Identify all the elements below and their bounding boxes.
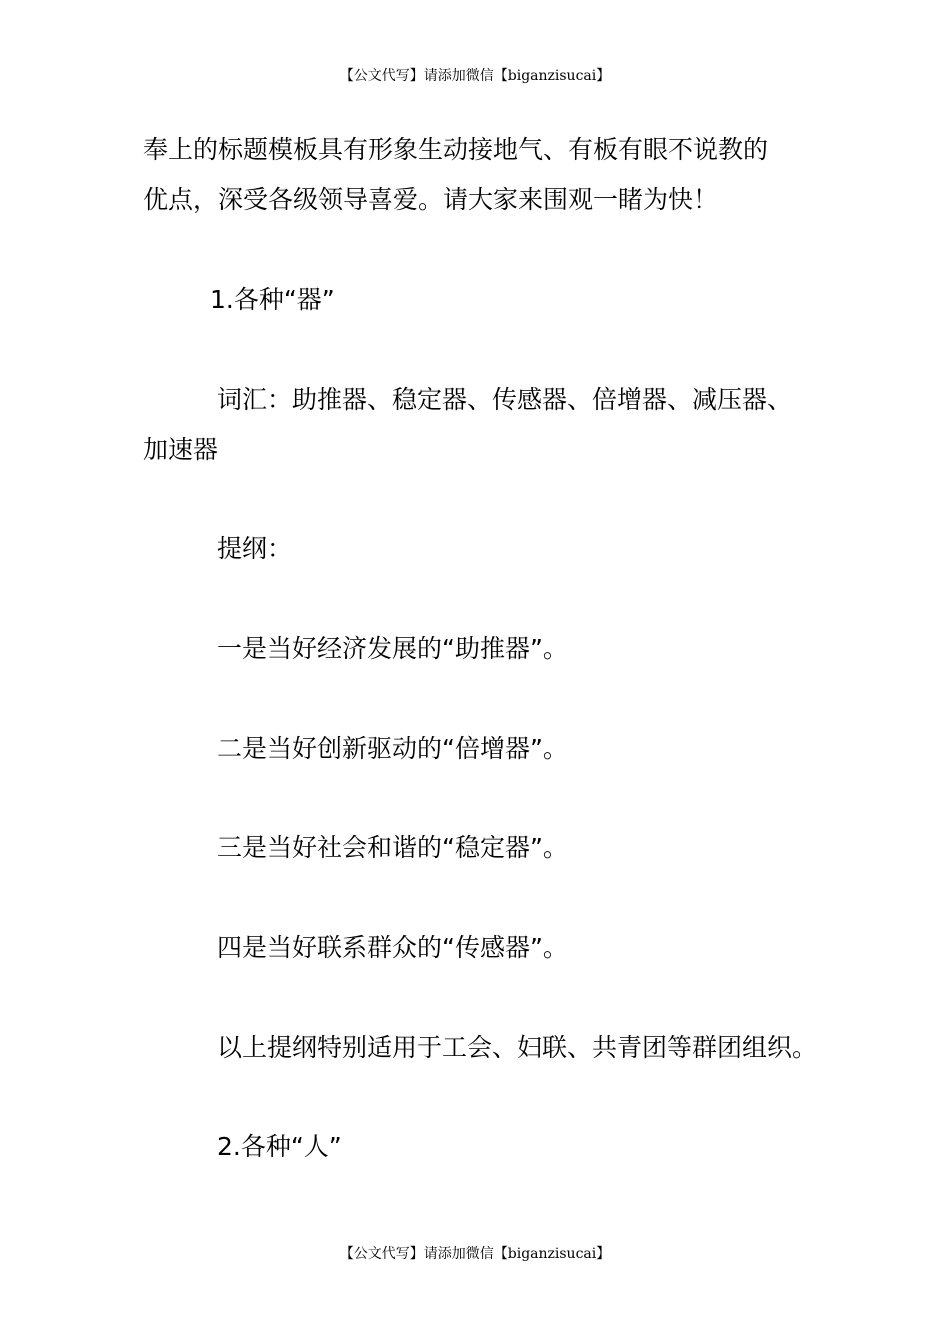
outline-item: 三是当好社会和谐的“稳定器”。: [217, 833, 568, 862]
outline-note: 以上提纲特别适用于工会、妇联、共青团等群团组织。: [217, 1033, 818, 1062]
section-1-heading: 1.各种“器”: [210, 285, 335, 314]
section-2-heading: 2.各种“人”: [217, 1132, 342, 1161]
vocab-line-1: 词汇：助推器、稳定器、传感器、倍增器、减压器、: [217, 385, 793, 414]
outline-item: 四是当好联系群众的“传感器”。: [217, 933, 568, 962]
page-footer-watermark: 【公文代写】请添加微信【biganzisucai】: [339, 1246, 611, 1262]
page-header-watermark: 【公文代写】请添加微信【biganzisucai】: [339, 68, 611, 84]
vocab-line-2: 加速器: [143, 435, 219, 464]
outline-label: 提纲：: [217, 534, 293, 563]
intro-line-1: 奉上的标题模板具有形象生动接地气、有板有眼不说教的: [143, 135, 769, 164]
intro-line-2: 优点，深受各级领导喜爱。请大家来围观一睹为快！: [143, 185, 719, 214]
outline-item: 一是当好经济发展的“助推器”。: [217, 634, 568, 663]
outline-item: 二是当好创新驱动的“倍增器”。: [217, 734, 568, 763]
